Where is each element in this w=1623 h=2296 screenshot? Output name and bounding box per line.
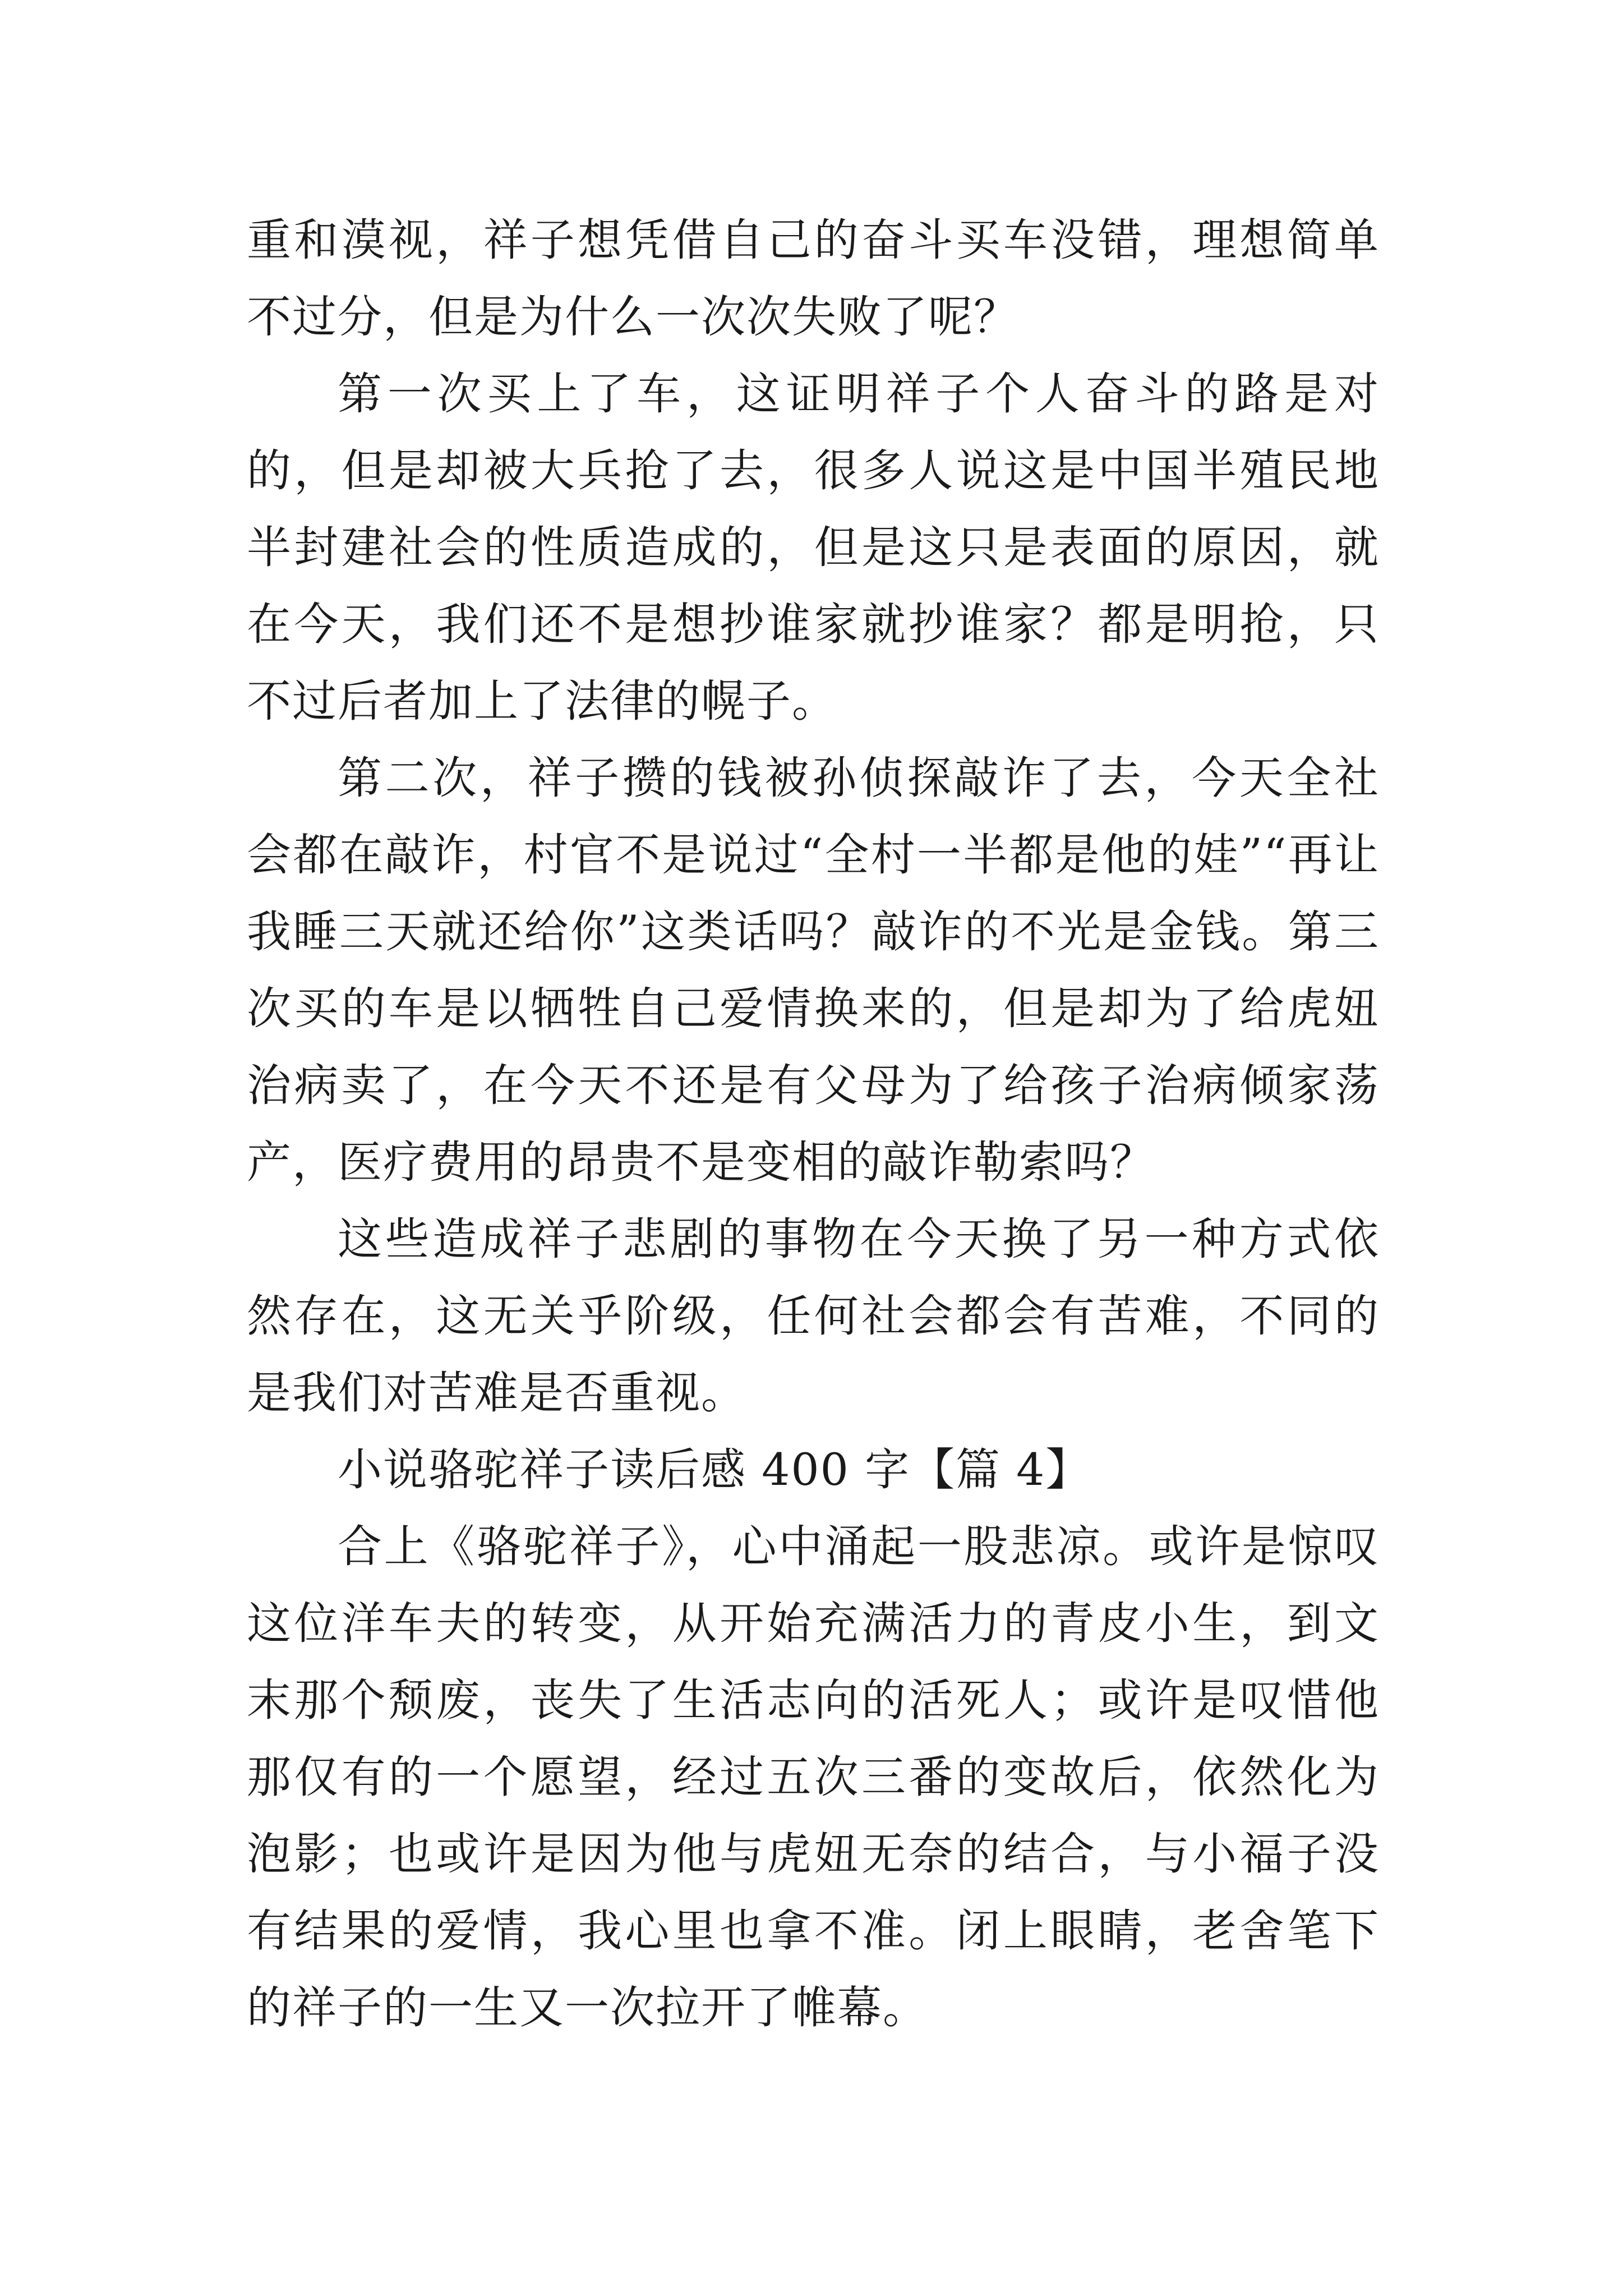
paragraph-conclusion: 这些造成祥子悲剧的事物在今天换了另一种方式依然存在，这无关乎阶级，任何社会都会有苦难，不同的是我们对苦难是否重视。: [247, 1213, 1380, 1419]
paragraph-continued: 重和漠视，祥子想凭借自己的奋斗买车没错，理想简单不过分，但是为什么一次次失败了呢？: [247, 214, 1380, 343]
paragraph-first-car: 第一次买上了车，这证明祥子个人奋斗的路是对的，但是却被大兵抢了去，很多人说这是中国半殖民地半封建社会的性质造成的，但是这只是表面的原因，就在今天，我们还不是想抄谁家就抄谁家？都是明抢，只不过后者加上了法律的幌子。: [247, 368, 1380, 727]
paragraph-second-time: 第二次，祥子攒的钱被孙侦探敲诈了去，今天全社会都在敲诈，村官不是说过“全村一半都是他的娃”“再让我睡三天就还给你”这类话吗？敲诈的不光是金钱。第三次买的车是以牺牲自己爱情换来的，但是却为了给虎妞治病卖了，在今天不还是有父母为了给孩子治病倾家荡产，医疗费用的昂贵不是变相的敲诈勒索吗？: [247, 752, 1380, 1188]
paragraph-section4: 合上《骆驼祥子》，心中涌起一股悲凉。或许是惊叹这位洋车夫的转变，从开始充满活力的青皮小生，到文末那个颓废，丧失了生活志向的活死人；或许是叹惜他那仅有的一个愿望，经过五次三番的变故后，依然化为泡影；也或许是因为他与虎妞无奈的结合，与小福子没有结果的爱情，我心里也拿不准。闭上眼睛，老舍笔下的祥子的一生又一次拉开了帷幕。: [247, 1521, 1380, 2033]
section-heading: 小说骆驼祥子读后感 400 字【篇 4】: [338, 1444, 1091, 1496]
document-body: [247, 202, 1380, 2046]
